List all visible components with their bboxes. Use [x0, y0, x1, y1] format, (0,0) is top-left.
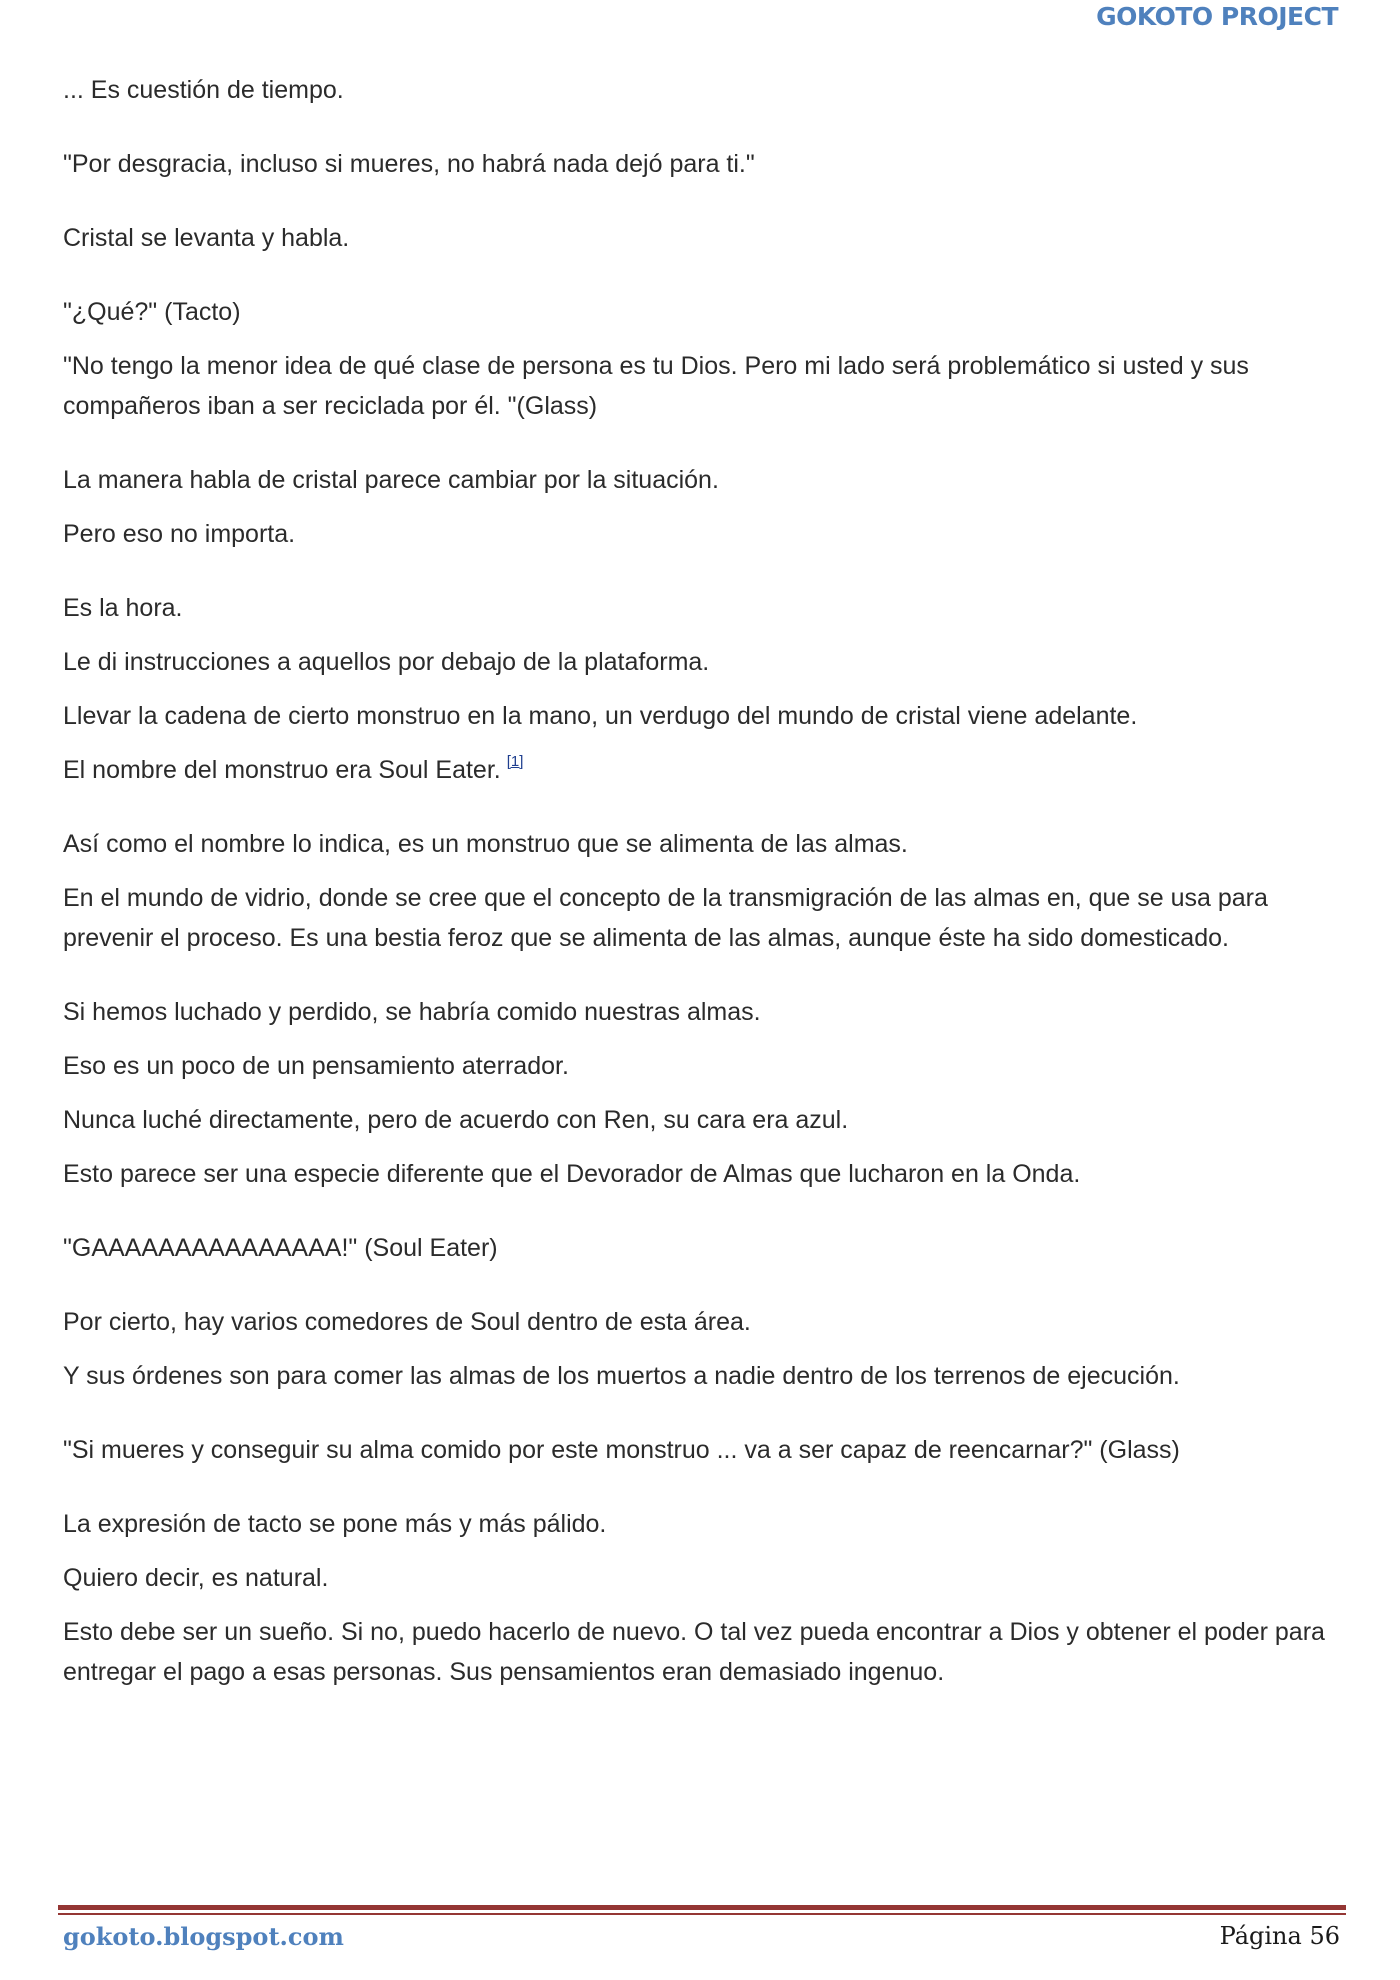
paragraph: "Si mueres y conseguir su alma comido por este monstruo ... va a ser capaz de reencarnar?" (Glass) [63, 1436, 1180, 1464]
paragraph: Esto debe ser un sueño. Si no, puedo hacerlo de nuevo. O tal vez pueda encontrar a Dios y obtener el poder para entregar el pago a esas personas. Sus pensamientos eran demasiado ingenuo. [63, 1618, 1325, 1686]
paragraph: Eso es un poco de un pensamiento aterrador. [63, 1052, 569, 1080]
paragraph: Llevar la cadena de cierto monstruo en la mano, un verdugo del mundo de cristal viene adelante. [63, 702, 1138, 730]
footnote-link[interactable]: [1] [506, 753, 524, 770]
paragraph: "Por desgracia, incluso si mueres, no habrá nada dejó para ti." [63, 150, 755, 178]
paragraph: Esto parece ser una especie diferente que el Devorador de Almas que lucharon en la Onda. [63, 1160, 1081, 1188]
paragraph: ... Es cuestión de tiempo. [63, 76, 344, 104]
paragraph: Nunca luché directamente, pero de acuerdo con Ren, su cara era azul. [63, 1106, 849, 1134]
paragraph: Quiero decir, es natural. [63, 1564, 329, 1592]
paragraph: Pero eso no importa. [63, 520, 296, 548]
paragraph-text: El nombre del monstruo era Soul Eater. [63, 756, 501, 784]
footer-page-number: Página 56 [1219, 1922, 1340, 1950]
footer-divider [58, 1905, 1346, 1917]
paragraph: "No tengo la menor idea de qué clase de persona es tu Dios. Pero mi lado será problemático si usted y sus compañeros iban a ser reciclada por él. "(Glass) [63, 352, 1249, 420]
document-body [63, 70, 1333, 1692]
paragraph: La expresión de tacto se pone más y más pálido. [63, 1510, 607, 1538]
page-header-title: GOKOTO PROJECT [1096, 2, 1338, 31]
paragraph: Por cierto, hay varios comedores de Soul dentro de esta área. [63, 1308, 751, 1336]
footer-divider-thick [58, 1905, 1346, 1910]
paragraph: Y sus órdenes son para comer las almas de los muertos a nadie dentro de los terrenos de ejecución. [63, 1362, 1180, 1390]
paragraph: Cristal se levanta y habla. [63, 224, 350, 252]
paragraph: "¿Qué?" (Tacto) [63, 298, 241, 326]
footer-site-link[interactable]: gokoto.blogspot.com [63, 1922, 344, 1951]
paragraph: Si hemos luchado y perdido, se habría comido nuestras almas. [63, 998, 761, 1026]
paragraph: En el mundo de vidrio, donde se cree que el concepto de la transmigración de las almas en, que se usa para prevenir el proceso. Es una bestia feroz que se alimenta de las almas, aunque éste ha sido domesticado. [63, 884, 1268, 952]
paragraph: "GAAAAAAAAAAAAAAA!" (Soul Eater) [63, 1234, 498, 1262]
paragraph: Le di instrucciones a aquellos por debajo de la plataforma. [63, 648, 710, 676]
paragraph-with-footnote [63, 750, 1333, 790]
paragraph: Es la hora. [63, 594, 183, 622]
paragraph: Así como el nombre lo indica, es un monstruo que se alimenta de las almas. [63, 830, 908, 858]
paragraph: La manera habla de cristal parece cambiar por la situación. [63, 466, 719, 494]
footer-divider-thin [58, 1913, 1346, 1915]
